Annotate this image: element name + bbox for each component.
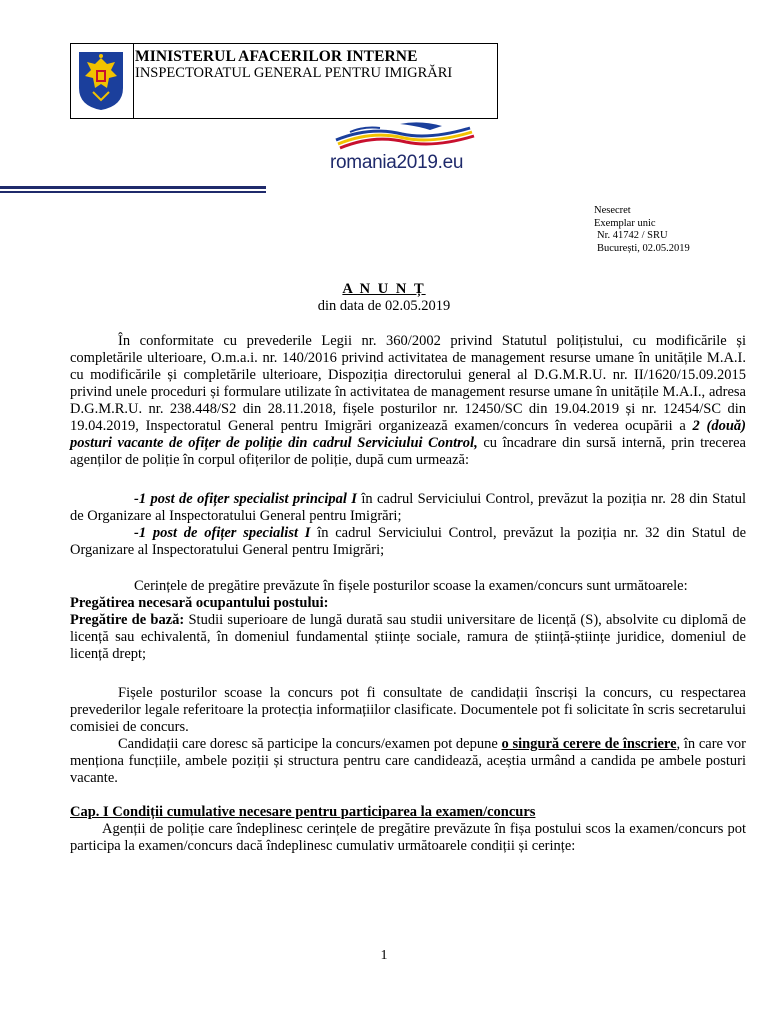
classification: Nesecret <box>594 205 631 216</box>
paragraph-single-application: Candidații care doresc să participe la concurs/examen pot depune o singură cerere de înscriere, în care vor menționa funcțiile, ambele poziții și structura pentru care candidează, aceștia urmând a candida pe ambele posturi vacante. <box>70 736 746 786</box>
document-meta <box>594 205 690 255</box>
inspectorate-name: INSPECTORATUL GENERAL PENTRU IMIGRĂRI <box>135 65 453 81</box>
logo-text: romania2019.eu <box>330 152 464 173</box>
place-date: București, 02.05.2019 <box>597 242 690 254</box>
paragraph-conditions: Agenții de poliție care îndeplinesc cerințele de pregătire prevăzute în fișa postului scos la examen/concurs pot participa la examen/concurs dacă îndeplinesc cumulativ următoarele condiții și cerințe: <box>70 821 746 854</box>
ministry-name: MINISTERUL AFACERILOR INTERNE <box>135 48 418 65</box>
registration-number: Nr. 41742 / SRU <box>597 230 668 241</box>
page-title: A N U N Ț <box>342 281 426 297</box>
list-item-post-2: -1 post de ofițer specialist I în cadrul Serviciului Control, prevăzut la poziția nr. 32 din Statul de Organizare al Inspectoratului General pentru Imigrări; <box>70 525 747 558</box>
heading-required-training: Pregătirea necesară ocupantului postului: <box>70 595 329 611</box>
crest-cell <box>71 44 134 118</box>
paragraph-job-sheets: Fișele posturilor scoase la concurs pot fi consultate de candidații înscriși la concurs, cu respectarea prevederilor legale referitoare la protecția informațiilor clasificate. Documentele pot fi solicitate în scris secretarului comisiei de concurs. <box>70 685 746 735</box>
paragraph-legal-basis: În conformitate cu prevederile Legii nr. 360/2002 privind Statutul polițistului, cu modificările și completările ulterioare, O.m.a.i. nr. 140/2016 privind activitatea de management resurse umane în unitățile M.A.I. cu modificările și completările ulterioare, Dispoziția directorului general al D.G.M.R.U. nr. II/1620/15.09.2015 privind unele proceduri și formulare utilizate în activitatea de management resurse umane în unitățile M.A.I., adresa D.G.M.R.U. nr. 238.448/S2 din 28.11.2018, fișele posturilor nr. 12450/SC din 19.04.2019 și nr. 12454/SC din 19.04.2019, Inspectoratul General pentru Imigrări organizează examen/concurs în vederea ocupării a 2 (două) posturi vacante de ofițer de poliție din cadrul Serviciului Control, cu încadrare din sursă internă, prin trecerea agenților de poliție în corpul ofițerilor de poliție, după cum urmează: <box>70 333 746 468</box>
page-subtitle: din data de 02.05.2019 <box>317 298 451 314</box>
list-item-post-1: -1 post de ofițer specialist principal I în cadrul Serviciului Control, prevăzut la poziția nr. 28 din Statul de Organizare al Inspectoratului General pentru Imigrări; <box>70 491 746 524</box>
page-number: 1 <box>380 948 388 963</box>
romania2019-swoosh-icon <box>330 118 480 152</box>
header-box <box>70 43 498 119</box>
document-body <box>70 333 746 855</box>
paragraph-basic-training: Pregătire de bază: Studii superioare de lungă durată sau studii universitare de licență (S), absolvite cu diplomă de licență sau echivalentă, în domeniul fundamental științe sociale, ramura de știință-științe juridice, domeniul de licență drept; <box>70 612 746 662</box>
romania2019-logo <box>330 118 480 180</box>
chapter-heading: Cap. I Condiții cumulative necesare pentru participarea la examen/concurs <box>70 804 536 820</box>
romania-coat-of-arms-icon <box>75 48 127 112</box>
copy-label: Exemplar unic <box>594 217 656 229</box>
paragraph-requirements-intro: Cerințele de pregătire prevăzute în fișele posturilor scoase la examen/concurs sunt următoarele: <box>134 578 688 594</box>
header-rule <box>0 186 266 195</box>
